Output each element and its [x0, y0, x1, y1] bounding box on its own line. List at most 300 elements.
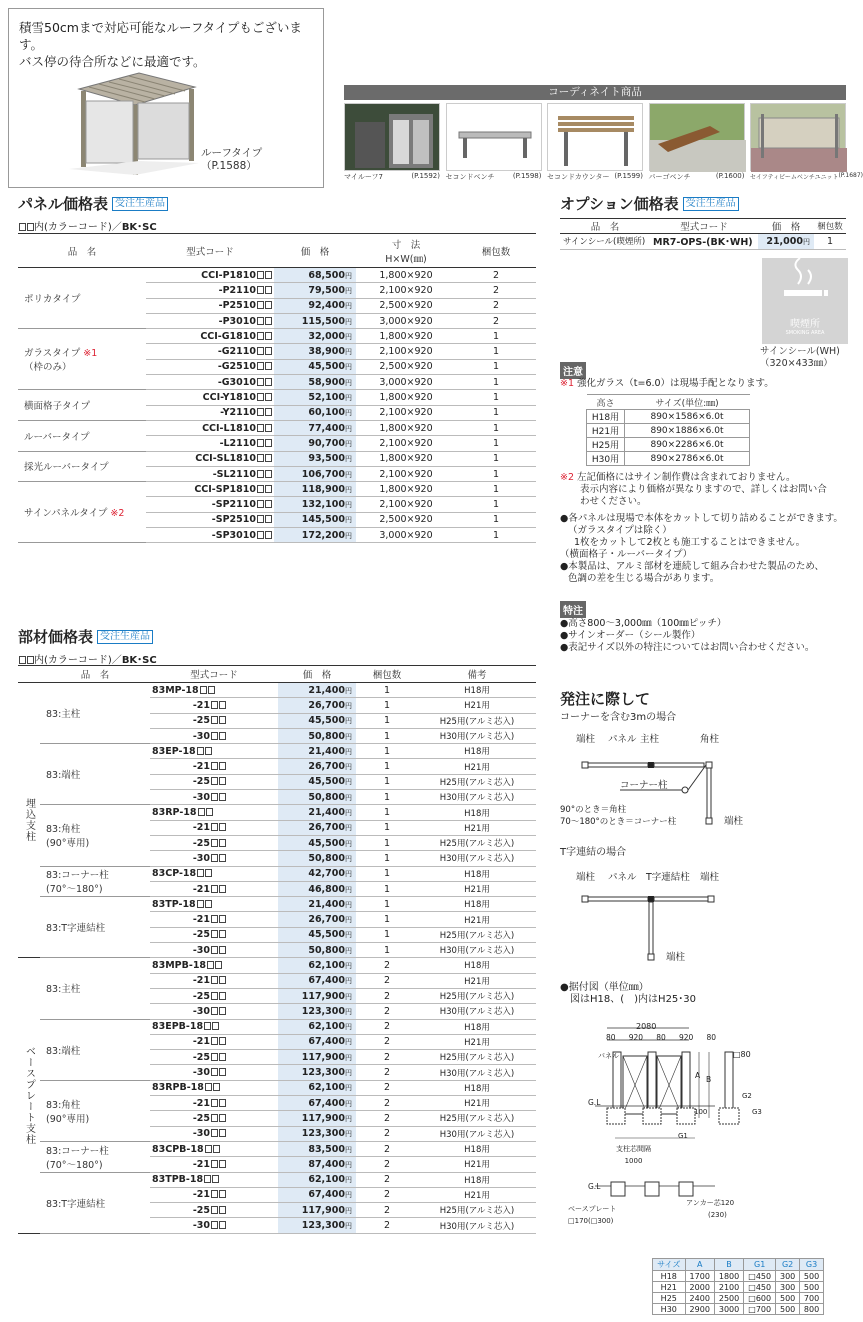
parts-qty: 2 — [356, 1126, 418, 1141]
parts-note: H18用 — [418, 897, 536, 912]
coordinate-item-pergo-bench[interactable]: パーゴベンチ (P.1600) — [649, 103, 745, 183]
parts-note: H21用 — [418, 1157, 536, 1172]
coordinate-item-counter[interactable]: セコンドカウンター (P.1599) — [547, 103, 643, 183]
panel-qty: 1 — [456, 390, 536, 405]
parts-price: 62,100円 — [278, 958, 356, 973]
parts-price: 21,400円 — [278, 744, 356, 759]
panel-group-name: ルーバータイプ — [18, 420, 146, 451]
parts-price: 50,800円 — [278, 790, 356, 805]
panel-qty: 1 — [456, 359, 536, 374]
parts-row — [18, 683, 536, 698]
coordinate-item-myroof[interactable]: マイルーフ7 (P.1592) — [344, 103, 440, 183]
panel-size: 1,800×920 — [356, 482, 456, 497]
panel-color-note: 内(カラーコード)／BK･SC — [18, 218, 157, 233]
option-price-title: オプション価格表 受注生産品 — [560, 193, 739, 214]
parts-price: 50,800円 — [278, 728, 356, 743]
parts-code: -30 — [150, 790, 278, 805]
parts-qty: 2 — [356, 1203, 418, 1218]
panel-qty: 2 — [456, 283, 536, 298]
coordinate-item-safety-beam[interactable]: セイフティビームベンチユニット (P.1687) — [750, 103, 846, 183]
panel-qty: 1 — [456, 466, 536, 481]
parts-code: 83RP-18 — [150, 805, 278, 820]
panel-size: 3,000×920 — [356, 528, 456, 543]
parts-qty: 1 — [356, 927, 418, 942]
panel-code: CCI-L1810 — [146, 420, 274, 435]
panel-group-name: 横面格子タイプ — [18, 390, 146, 421]
parts-row — [18, 1080, 536, 1095]
install-title: ●据付図（単位㎜） 図はH18、( )内はH25･30 — [560, 982, 697, 1005]
parts-row — [18, 1019, 536, 1034]
parts-note: H21用 — [418, 1096, 536, 1111]
parts-note: H21用 — [418, 973, 536, 988]
panel-code: -P2110 — [146, 283, 274, 298]
panel-code: CCI-P1810 — [146, 268, 274, 283]
panel-price: 106,700円 — [274, 466, 356, 481]
parts-qty: 2 — [356, 1034, 418, 1049]
parts-code: -21 — [150, 881, 278, 896]
parts-group-name: 83:T字連結柱 — [40, 897, 150, 958]
order-sub: コーナーを含む3mの場合 — [560, 712, 677, 723]
dim-anchor: アンカー芯120 (230) — [686, 1199, 735, 1219]
parts-note: H25用(アルミ芯入) — [418, 774, 536, 789]
option-row: サインシール(喫煙所) MR7-OPS-(BK･WH) 21,000円 1 — [560, 234, 846, 249]
parts-qty: 2 — [356, 1218, 418, 1233]
size-row: H30 2900 3000 □700 500 800 — [653, 1304, 824, 1315]
parts-price: 117,900円 — [278, 988, 356, 1003]
parts-price: 21,400円 — [278, 683, 356, 698]
parts-qty: 1 — [356, 759, 418, 774]
parts-note: H30用(アルミ芯入) — [418, 851, 536, 866]
parts-price: 62,100円 — [278, 1172, 356, 1187]
parts-note: H18用 — [418, 1080, 536, 1095]
parts-code: -25 — [150, 1111, 278, 1126]
parts-code: -21 — [150, 759, 278, 774]
parts-code: -21 — [150, 1187, 278, 1202]
panel-code: -G2110 — [146, 344, 274, 359]
panel-price-title: パネル価格表 受注生産品 — [18, 193, 168, 214]
parts-note: H21用 — [418, 1034, 536, 1049]
panel-size: 3,000×920 — [356, 313, 456, 328]
panel-code: -G3010 — [146, 375, 274, 390]
caution-bullet-1: ●各パネルは現場で本体をカットして切り詰めることができます。 （ガラスタイプは除く） 1枚をカットして2枚とも施工することはできません。 （横面格子・ルーバータイプ） ●本製品は、アルミ部材を連続して組み合わせた製品のため、 色調の差を生じる場合があります。 — [560, 513, 843, 584]
parts-note: H18用 — [418, 744, 536, 759]
parts-qty: 2 — [356, 958, 418, 973]
parts-price: 67,400円 — [278, 1034, 356, 1049]
panel-qty: 1 — [456, 436, 536, 451]
parts-made-to-order-tag: 受注生産品 — [97, 630, 153, 644]
panel-size: 2,100×920 — [356, 283, 456, 298]
parts-code: 83RPB-18 — [150, 1080, 278, 1095]
parts-code: -21 — [150, 912, 278, 927]
panel-code: -Y2110 — [146, 405, 274, 420]
parts-code: -21 — [150, 1034, 278, 1049]
glass-row: H18用 890×1586×6.0t — [587, 410, 750, 424]
size-row: H25 2400 2500 □600 500 700 — [653, 1293, 824, 1304]
panel-code: -SP3010 — [146, 528, 274, 543]
panel-qty: 1 — [456, 497, 536, 512]
panel-size: 2,100×920 — [356, 344, 456, 359]
panel-size: 2,500×920 — [356, 512, 456, 527]
t-joint-diagram: 端柱 パネル T字連結柱 端柱 端柱 — [576, 872, 720, 963]
panel-price: 79,500円 — [274, 283, 356, 298]
parts-code: 83EPB-18 — [150, 1019, 278, 1034]
panel-price: 77,400円 — [274, 420, 356, 435]
parts-qty: 2 — [356, 1080, 418, 1095]
parts-price: 21,400円 — [278, 805, 356, 820]
parts-code: -30 — [150, 728, 278, 743]
parts-code: -25 — [150, 774, 278, 789]
order-title: 発注に際して — [560, 690, 651, 708]
dim-pitch: 支柱芯間隔 1000 — [616, 1145, 651, 1165]
parts-note: H21用 — [418, 1187, 536, 1202]
parts-price: 117,900円 — [278, 1050, 356, 1065]
parts-qty: 2 — [356, 1111, 418, 1126]
panel-row — [18, 451, 536, 466]
option-made-to-order-tag: 受注生産品 — [683, 197, 739, 211]
panel-qty: 1 — [456, 329, 536, 344]
parts-qty: 2 — [356, 1187, 418, 1202]
parts-note: H18用 — [418, 1019, 536, 1034]
parts-price: 67,400円 — [278, 1187, 356, 1202]
parts-price: 62,100円 — [278, 1019, 356, 1034]
panel-row — [18, 268, 536, 283]
panel-group-name: 採光ルーバータイプ — [18, 451, 146, 482]
parts-code: 83EP-18 — [150, 744, 278, 759]
parts-note: H21用 — [418, 759, 536, 774]
panel-size: 3,000×920 — [356, 375, 456, 390]
dim-width: 2080 — [636, 1022, 657, 1031]
parts-group-name: 83:コーナー柱 (70°～180°) — [40, 1141, 150, 1172]
panel-qty: 1 — [456, 451, 536, 466]
panel-size: 2,100×920 — [356, 405, 456, 420]
parts-code: -25 — [150, 835, 278, 850]
counter-image — [547, 103, 643, 171]
panel-size: 2,100×920 — [356, 436, 456, 451]
parts-code: 83MP-18 — [150, 683, 278, 698]
parts-note: H25用(アルミ芯入) — [418, 1111, 536, 1126]
panel-price: 132,100円 — [274, 497, 356, 512]
parts-note: H25用(アルミ芯入) — [418, 713, 536, 728]
panel-group-name: ポリカタイプ — [18, 268, 146, 329]
panel-qty: 1 — [456, 420, 536, 435]
parts-code: 83TPB-18 — [150, 1172, 278, 1187]
parts-row — [18, 866, 536, 881]
option-price: 21,000円 — [758, 234, 814, 249]
panel-code: CCI-SP1810 — [146, 482, 274, 497]
glass-size-table: 高さ サイズ(単位:㎜) H18用 890×1586×6.0t H21用 890×1886×6.0t H25用 890×2286×6.0t H30用 890×2786×6.0t — [586, 394, 750, 466]
panel-size: 1,800×920 — [356, 451, 456, 466]
panel-price: 52,100円 — [274, 390, 356, 405]
special-heading: 特注 — [560, 601, 586, 618]
parts-code: -30 — [150, 1004, 278, 1019]
panel-qty: 1 — [456, 405, 536, 420]
parts-price: 42,700円 — [278, 866, 356, 881]
roof-shelter-image — [69, 67, 199, 177]
parts-price: 26,700円 — [278, 912, 356, 927]
parts-note: H25用(アルミ芯入) — [418, 835, 536, 850]
panel-qty: 1 — [456, 482, 536, 497]
dim-base: ベースプレート □170(□300) — [568, 1205, 617, 1225]
parts-code: -25 — [150, 988, 278, 1003]
panel-qty: 2 — [456, 313, 536, 328]
parts-qty: 1 — [356, 728, 418, 743]
parts-note: H21用 — [418, 698, 536, 713]
panel-price: 118,900円 — [274, 482, 356, 497]
parts-code: -21 — [150, 698, 278, 713]
parts-note: H18用 — [418, 866, 536, 881]
parts-note: H18用 — [418, 958, 536, 973]
parts-qty: 1 — [356, 790, 418, 805]
panel-size: 1,800×920 — [356, 420, 456, 435]
caution-heading: 注意 — [560, 362, 586, 379]
corner-notes: 90°のとき＝角柱 70～180°のとき＝コーナー柱 — [560, 805, 677, 827]
panel-qty: 2 — [456, 298, 536, 313]
parts-qty: 2 — [356, 1004, 418, 1019]
parts-price: 123,300円 — [278, 1218, 356, 1233]
parts-note: H21用 — [418, 912, 536, 927]
parts-note: H30用(アルミ芯入) — [418, 1218, 536, 1233]
parts-qty: 1 — [356, 805, 418, 820]
panel-price: 45,500円 — [274, 359, 356, 374]
parts-note: H18用 — [418, 1141, 536, 1156]
parts-qty: 1 — [356, 897, 418, 912]
parts-group-name: 83:主柱 — [40, 958, 150, 1019]
glass-row: H21用 890×1886×6.0t — [587, 424, 750, 438]
parts-group-name: 83:端柱 — [40, 744, 150, 805]
parts-qty: 1 — [356, 912, 418, 927]
parts-code: 83CP-18 — [150, 866, 278, 881]
parts-note: H21用 — [418, 881, 536, 896]
panel-qty: 1 — [456, 344, 536, 359]
parts-price: 45,500円 — [278, 835, 356, 850]
parts-code: -21 — [150, 820, 278, 835]
panel-qty: 1 — [456, 375, 536, 390]
parts-price: 45,500円 — [278, 927, 356, 942]
parts-note: H30用(アルミ芯入) — [418, 790, 536, 805]
panel-code: CCI-G1810 — [146, 329, 274, 344]
parts-note: H30用(アルミ芯入) — [418, 1126, 536, 1141]
panel-code: -G2510 — [146, 359, 274, 374]
parts-code: -30 — [150, 851, 278, 866]
parts-code: -30 — [150, 943, 278, 958]
parts-note: H18用 — [418, 805, 536, 820]
parts-price: 67,400円 — [278, 1096, 356, 1111]
parts-price: 50,800円 — [278, 851, 356, 866]
parts-qty: 2 — [356, 1065, 418, 1080]
parts-qty: 1 — [356, 820, 418, 835]
parts-qty: 1 — [356, 866, 418, 881]
parts-group-name: 83:端柱 — [40, 1019, 150, 1080]
parts-group-name: 83:コーナー柱 (70°～180°) — [40, 866, 150, 897]
hero-box — [8, 8, 324, 188]
panel-size: 2,500×920 — [356, 359, 456, 374]
parts-qty: 2 — [356, 988, 418, 1003]
panel-code: -SL2110 — [146, 466, 274, 481]
panel-price: 90,700円 — [274, 436, 356, 451]
panel-row — [18, 482, 536, 497]
parts-qty: 1 — [356, 713, 418, 728]
parts-group-name: 83:T字連結柱 — [40, 1172, 150, 1233]
sign-caption: サインシール(WH) （320×433㎜） — [760, 346, 840, 369]
parts-code: -21 — [150, 973, 278, 988]
parts-note: H30用(アルミ芯入) — [418, 1004, 536, 1019]
parts-qty: 1 — [356, 774, 418, 789]
parts-qty: 2 — [356, 1050, 418, 1065]
size-row: H18 1700 1800 □450 300 500 — [653, 1271, 824, 1282]
parts-qty: 2 — [356, 1172, 418, 1187]
panel-price: 68,500円 — [274, 268, 356, 283]
special-list: ●高さ800～3,000㎜（100㎜ピッチ） ●サインオーダー（シール製作） ●表記サイズ以外の特注についてはお問い合わせください。 — [560, 618, 815, 653]
parts-code: -21 — [150, 1157, 278, 1172]
panel-size: 1,800×920 — [356, 329, 456, 344]
parts-section-label: ベースプレート支柱 — [18, 958, 40, 1233]
panel-price: 38,900円 — [274, 344, 356, 359]
parts-price: 123,300円 — [278, 1065, 356, 1080]
panel-code: -SP2110 — [146, 497, 274, 512]
parts-code: -30 — [150, 1126, 278, 1141]
panel-price: 58,900円 — [274, 375, 356, 390]
parts-code: 83MPB-18 — [150, 958, 278, 973]
smoking-icon — [762, 258, 848, 312]
panel-row — [18, 329, 536, 344]
panel-price: 93,500円 — [274, 451, 356, 466]
corner-diagram: 端柱 パネル 主柱 角柱 コーナー柱 端柱 — [576, 734, 744, 827]
parts-price: 123,300円 — [278, 1004, 356, 1019]
hero-line-2: バス停の待合所などに最適です。 — [19, 54, 206, 69]
size-row: H21 2000 2100 □450 300 500 — [653, 1282, 824, 1293]
parts-qty: 1 — [356, 698, 418, 713]
pergo-bench-image — [649, 103, 745, 171]
panel-group-name: ガラスタイプ ※1 （枠のみ） — [18, 329, 146, 390]
parts-note: H25用(アルミ芯入) — [418, 1203, 536, 1218]
parts-group-name: 83:角柱 (90°専用) — [40, 805, 150, 866]
parts-note: H18用 — [418, 1172, 536, 1187]
panel-code: -P3010 — [146, 313, 274, 328]
parts-row — [18, 805, 536, 820]
parts-price: 117,900円 — [278, 1111, 356, 1126]
parts-row — [18, 1172, 536, 1187]
panel-size: 2,100×920 — [356, 497, 456, 512]
panel-group-name: サインパネルタイプ ※2 — [18, 482, 146, 543]
parts-price: 21,400円 — [278, 897, 356, 912]
parts-price: 83,500円 — [278, 1141, 356, 1156]
coordinate-items — [344, 103, 863, 183]
panel-code: CCI-Y1810 — [146, 390, 274, 405]
parts-qty: 1 — [356, 683, 418, 698]
parts-note: H30用(アルミ芯入) — [418, 943, 536, 958]
parts-price: 26,700円 — [278, 698, 356, 713]
parts-price: 87,400円 — [278, 1157, 356, 1172]
panel-price: 145,500円 — [274, 512, 356, 527]
parts-code: -25 — [150, 927, 278, 942]
panel-price-table: 品 名 型式コード 価 格 寸 法 H×W(㎜) 梱包数 ポリカタイプ CCI-P1810 68,500円 1,800×920 2 -P2110 79,500円 2,100×920 2 -P2510 92,400円 2,500×920 2 -P3010 115,500円 3,000×920 2 ガラスタイプ ※1 （枠のみ） CCI-G1810 32,000円 1,800×920 1 -G2110 38,900円 2,100×920 1 -G2510 45,500円 2,500×920 1 -G3010 58,900円 3,000×920 1 横面格子タイプ CCI-Y1810 52,100円 1,800×920 1 -Y2110 60,100円 2,100×920 1 ルーバータイプ CCI-L1810 77,400円 1,800×920 1 -L2110 90,700円 2,100×920 1 採光ルーバータイプ CCI-SL1810 93,500円 1,800×920 1 -SL2110 106,700円 2,100×920 1 サインパネルタイプ ※2 CCI-SP1810 118,900円 1,800×920 1 -SP2110 132,100円 2,100×920 1 -SP2510 145,500円 2,500×920 1 -SP3010 172,200円 3,000×920 1 — [18, 233, 536, 543]
panel-code: -L2110 — [146, 436, 274, 451]
parts-section-label: 埋込支柱 — [18, 683, 40, 958]
parts-qty: 1 — [356, 835, 418, 850]
coordinate-item-bench[interactable]: セコンドベンチ (P.1598) — [446, 103, 542, 183]
panel-price: 60,100円 — [274, 405, 356, 420]
parts-qty: 2 — [356, 1019, 418, 1034]
panel-row — [18, 420, 536, 435]
parts-note: H21用 — [418, 820, 536, 835]
panel-code: -P2510 — [146, 298, 274, 313]
parts-note: H25用(アルミ芯入) — [418, 927, 536, 942]
parts-row — [18, 958, 536, 973]
panel-qty: 2 — [456, 268, 536, 283]
hero-text — [19, 19, 323, 70]
parts-note: H30用(アルミ芯入) — [418, 728, 536, 743]
option-price-table: 品 名 型式コード 価 格 梱包数 サインシール(喫煙所) MR7-OPS-(BK･WH) 21,000円 1 — [560, 218, 846, 250]
panel-size: 2,100×920 — [356, 466, 456, 481]
parts-qty: 1 — [356, 881, 418, 896]
parts-group-name: 83:角柱 (90°専用) — [40, 1080, 150, 1141]
panel-code: -SP2510 — [146, 512, 274, 527]
parts-qty: 1 — [356, 943, 418, 958]
glass-row: H30用 890×2786×6.0t — [587, 452, 750, 466]
panel-qty: 1 — [456, 528, 536, 543]
parts-color-note: 内(カラーコード)／BK･SC — [18, 651, 157, 666]
parts-row — [18, 744, 536, 759]
coordinate-title: コーディネイト商品 — [344, 85, 846, 100]
parts-price: 45,500円 — [278, 713, 356, 728]
panel-price: 115,500円 — [274, 313, 356, 328]
parts-qty: 2 — [356, 973, 418, 988]
install-size-table: サイズ A B G1 G2 G3 H18 1700 1800 □450 300 500 H21 2000 2100 □450 300 500 H25 2400 2500 □600 500 700 H30 2900 3000 □700 500 800 — [652, 1258, 824, 1315]
parts-qty: 2 — [356, 1096, 418, 1111]
parts-price: 117,900円 — [278, 1203, 356, 1218]
parts-price-table: 品 名 型式コード 価 格 梱包数 備考 埋込支柱 83:主柱 83MP-18 21,400円 1 H18用 -21 26,700円 1 H21用 -25 45,500円 1 H25用(アルミ芯入) -30 50,800円 1 H30用(アルミ芯入) 83:端柱 83EP-18 21,400円 1 H18用 -21 26,700円 1 H21用 -25 45,500円 1 H25用(アルミ芯入) -30 50,800円 1 H30用(アルミ芯入) 83:角柱 (90°専用) 83RP-18 21,400円 1 H18用 -21 26,700円 1 H21用 -25 45,500円 1 H25用(アルミ芯入) -30 50,800円 1 H30用(アルミ芯入) 83:コーナー柱 (70°～180°) 83CP-18 42,700円 1 H18用 -21 46,800円 1 H21用 83:T字連結柱 83TP-18 21,400円 1 H18用 -21 26,700円 1 H21用 -25 45,500円 1 H25用(アルミ芯入) -30 50,800円 1 H30用(アルミ芯入) ベースプレート支柱 83:主柱 83MPB-18 62,100円 2 H18用 -21 67,400円 2 H21用 -25 117,900円 2 H25用(アルミ芯入) -30 123,300円 2 H30用(アルミ芯入) 83:端柱 83EPB-18 62,100円 2 H18用 -21 67,400円 2 H21用 -25 117,900円 2 H25用(アルミ芯入) -30 123,300円 2 H30用(アルミ芯入) 83:角柱 (90°専用) 83RPB-18 62,100円 2 H18用 -21 67,400円 2 H21用 -25 117,900円 2 H25用(アルミ芯入) -30 123,300円 2 H30用(アルミ芯入) 83:コーナー柱 (70°～180°) 83CPB-18 83,500円 2 H18用 -21 87,400円 2 H21用 83:T字連結柱 83TPB-18 62,100円 2 H18用 -21 67,400円 2 H21用 -25 117,900円 2 H25用(アルミ芯入) -30 123,300円 2 H30用(アルミ芯入) — [18, 665, 536, 1234]
parts-code: -25 — [150, 1050, 278, 1065]
smoking-sign-image: 喫煙所 SMOKING AREA — [762, 258, 848, 344]
panel-qty: 1 — [456, 512, 536, 527]
t-joint-title: T字連結の場合 — [560, 847, 627, 858]
myroof-image — [344, 103, 440, 171]
parts-price: 50,800円 — [278, 943, 356, 958]
panel-size: 1,800×920 — [356, 268, 456, 283]
parts-price: 67,400円 — [278, 973, 356, 988]
caution-note-2: ※2 左記価格にはサイン制作費は含まれておりません。 表示内容により価格が異なりますので、詳しくはお問い合 わせください。 — [560, 472, 827, 507]
parts-price: 26,700円 — [278, 820, 356, 835]
parts-price: 62,100円 — [278, 1080, 356, 1095]
parts-note: H25用(アルミ芯入) — [418, 988, 536, 1003]
panel-code: CCI-SL1810 — [146, 451, 274, 466]
bench-image — [446, 103, 542, 171]
parts-qty: 2 — [356, 1157, 418, 1172]
caution-note-1: ※1 強化ガラス（t=6.0）は現場手配となります。 — [560, 378, 774, 389]
parts-note: H25用(アルミ芯入) — [418, 1050, 536, 1065]
panel-size: 1,800×920 — [356, 390, 456, 405]
parts-code: 83CPB-18 — [150, 1141, 278, 1156]
parts-code: 83TP-18 — [150, 897, 278, 912]
parts-qty: 2 — [356, 1141, 418, 1156]
parts-price: 123,300円 — [278, 1126, 356, 1141]
parts-code: -25 — [150, 1203, 278, 1218]
parts-price: 46,800円 — [278, 881, 356, 896]
parts-qty: 1 — [356, 744, 418, 759]
parts-price-title: 部材価格表 受注生産品 — [18, 626, 153, 647]
panel-price: 92,400円 — [274, 298, 356, 313]
parts-group-name: 83:主柱 — [40, 683, 150, 744]
parts-code: -30 — [150, 1218, 278, 1233]
parts-price: 26,700円 — [278, 759, 356, 774]
panel-size: 2,500×920 — [356, 298, 456, 313]
dim-segments: 80 920 80 920 80 — [606, 1033, 716, 1042]
made-to-order-tag: 受注生産品 — [112, 197, 168, 211]
parts-note: H18用 — [418, 683, 536, 698]
parts-price: 45,500円 — [278, 774, 356, 789]
parts-row — [18, 897, 536, 912]
parts-code: -30 — [150, 1065, 278, 1080]
